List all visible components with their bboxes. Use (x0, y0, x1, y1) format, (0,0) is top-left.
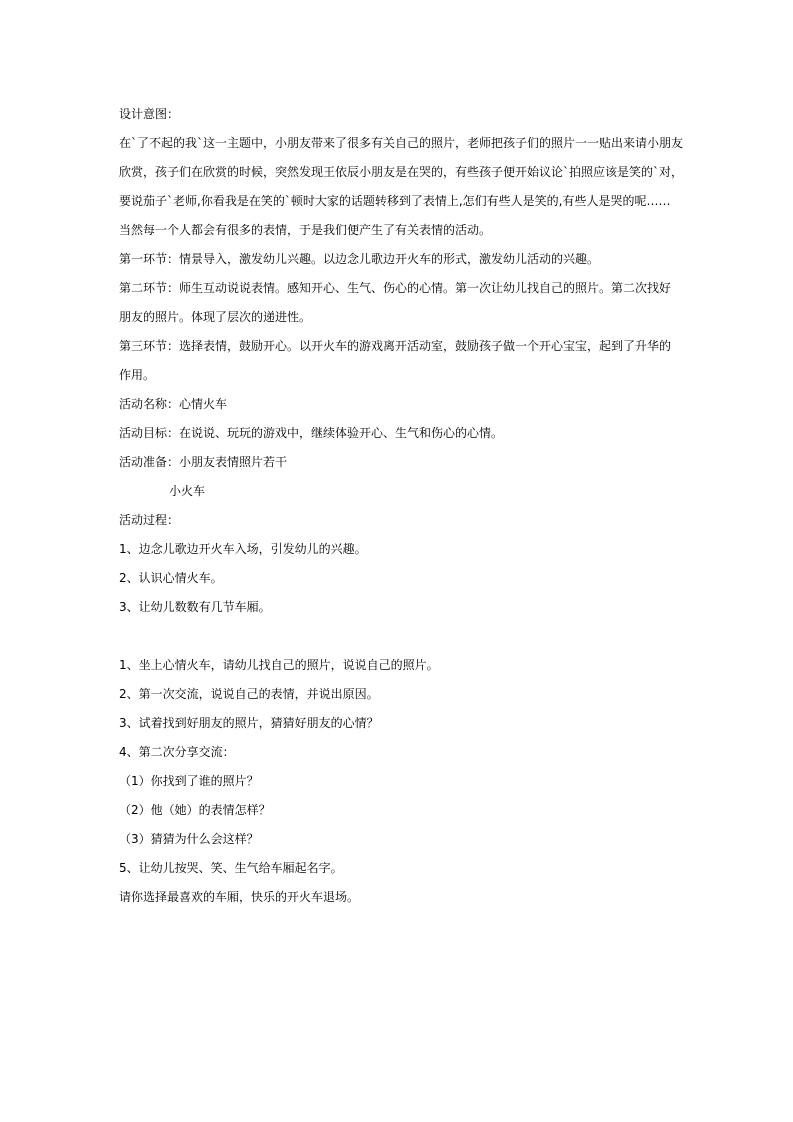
section-heading-design-intent: 设计意图： (119, 107, 180, 121)
paragraph-line: 在`了不起的我`这一主题中，小朋友带来了很多有关自己的照片，老师把孩子们的照片一一贴出来请小朋友 (119, 136, 684, 150)
stage-three-line-continued: 作用。 (119, 368, 156, 382)
question-item: （3）猜猜为什么会这样？ (119, 832, 259, 846)
process-step: 2、第一次交流，说说自己的表情，并说出原因。 (119, 687, 379, 701)
blank-line (119, 622, 679, 651)
question-item: （2）他（她）的表情怎样？ (119, 803, 271, 817)
activity-goal: 活动目标：在说说、玩玩的游戏中，继续体验开心、生气和伤心的心情。 (119, 426, 504, 440)
process-step: 4、第二次分享交流： (119, 745, 235, 759)
closing-line: 请你选择最喜欢的车厢，快乐的开火车退场。 (119, 890, 360, 904)
process-step: 3、让幼儿数数有几节车厢。 (119, 600, 271, 614)
process-step: 1、边念儿歌边开火车入场，引发幼儿的兴趣。 (119, 542, 367, 556)
process-step: 1、坐上心情火车，请幼儿找自己的照片，说说自己的照片。 (119, 658, 439, 672)
paragraph-line: 当然每一个人都会有很多的表情，于是我们便产生了有关表情的活动。 (119, 223, 492, 237)
activity-process-heading: 活动过程： (119, 513, 180, 527)
stage-one-line: 第一环节：情景导入，激发幼儿兴趣。以边念儿歌边开火车的形式，激发幼儿活动的兴趣。 (119, 252, 600, 266)
paragraph-line: 要说茄子`老师,你看我是在笑的`顿时大家的话题转移到了表情上,怎们有些人是笑的,有些人是哭的呢…… (119, 194, 671, 208)
document-body (119, 100, 684, 912)
activity-preparation-item: 小火车 (169, 484, 206, 498)
stage-three-line: 第三环节：选择表情，鼓励开心。以开火车的游戏离开活动室，鼓励孩子做一个开心宝宝，起到了升华的 (119, 339, 672, 353)
process-step: 5、让幼儿按哭、笑、生气给车厢起名字。 (119, 861, 343, 875)
paragraph-line: 欣赏，孩子们在欣赏的时候，突然发现王依辰小朋友是在哭的，有些孩子便开始议论`拍照应该是笑的`对， (119, 165, 684, 179)
stage-two-line-continued: 朋友的照片。体现了层次的递进性。 (119, 310, 312, 324)
question-item: （1）你找到了谁的照片？ (119, 774, 259, 788)
process-step: 3、试着找到好朋友的照片，猜猜好朋友的心情？ (119, 716, 379, 730)
activity-preparation: 活动准备：小朋友表情照片若干 (119, 455, 288, 469)
stage-two-line: 第二环节：师生互动说说表情。感知开心、生气、伤心的心情。第一次让幼儿找自己的照片。第二次找好 (119, 281, 672, 295)
process-step: 2、认识心情火车。 (119, 571, 223, 585)
activity-name: 活动名称：心情火车 (119, 397, 228, 411)
